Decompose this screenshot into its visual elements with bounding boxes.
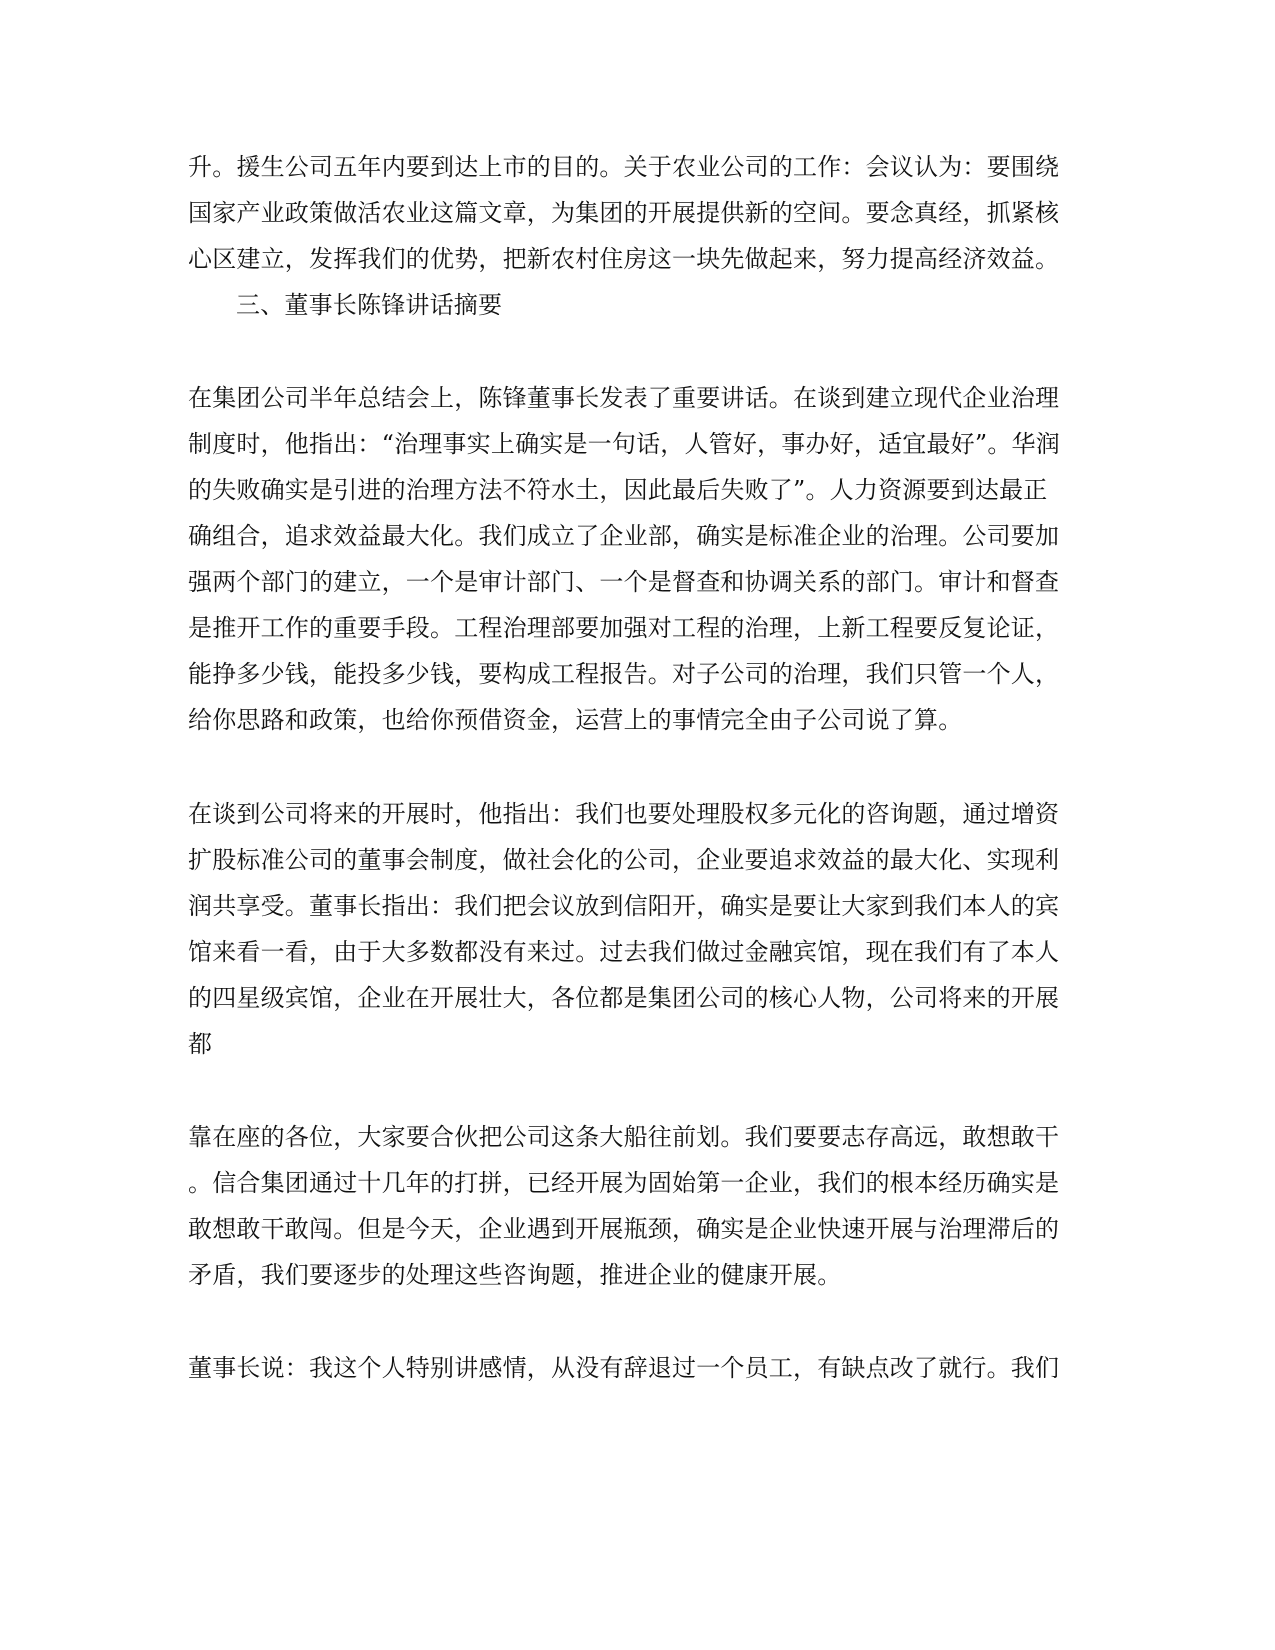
paragraph-1-line-1: 升。援生公司五年内要到达上市的目的。关于农业公司的工作：会议认为：要围绕: [188, 153, 1060, 181]
paragraph-2-line-2: 制度时，他指出：“治理事实上确实是一句话，人管好，事办好，适宜最好”。华润: [188, 430, 1060, 458]
section-heading: 三、董事长陈锋讲话摘要: [236, 291, 503, 319]
paragraph-4-line-2: 。信合集团通过十几年的打拼，已经开展为固始第一企业，我们的根本经历确实是: [188, 1169, 1060, 1197]
paragraph-3-line-1: 在谈到公司将来的开展时，他指出：我们也要处理股权多元化的咨询题，通过增资: [188, 800, 1060, 828]
paragraph-1-line-3: 心区建立，发挥我们的优势，把新农村住房这一块先做起来，努力提高经济效益。: [188, 245, 1060, 273]
paragraph-3-line-2: 扩股标准公司的董事会制度，做社会化的公司，企业要追求效益的最大化、实现利: [188, 846, 1060, 874]
paragraph-1-line-2: 国家产业政策做活农业这篇文章，为集团的开展提供新的空间。要念真经，抓紧核: [188, 199, 1060, 227]
paragraph-3-line-5: 的四星级宾馆，企业在开展壮大，各位都是集团公司的核心人物，公司将来的开展: [188, 984, 1060, 1012]
paragraph-2-line-7: 能挣多少钱，能投多少钱，要构成工程报告。对子公司的治理，我们只管一个人，: [188, 660, 1060, 688]
paragraph-2-line-3: 的失败确实是引进的治理方法不符水土，因此最后失败了”。人力资源要到达最正: [188, 476, 1048, 504]
paragraph-4-line-1: 靠在座的各位，大家要合伙把公司这条大船往前划。我们要要志存高远，敢想敢干: [188, 1123, 1060, 1151]
paragraph-4-line-4: 矛盾，我们要逐步的处理这些咨询题，推进企业的健康开展。: [188, 1261, 842, 1289]
paragraph-2-line-5: 强两个部门的建立，一个是审计部门、一个是督查和协调关系的部门。审计和督查: [188, 568, 1060, 596]
paragraph-2-line-4: 确组合，追求效益最大化。我们成立了企业部，确实是标准企业的治理。公司要加: [188, 522, 1060, 550]
paragraph-2-line-6: 是推开工作的重要手段。工程治理部要加强对工程的治理，上新工程要反复论证，: [188, 614, 1060, 642]
paragraph-3-line-6: 都: [188, 1030, 213, 1058]
paragraph-3-line-4: 馆来看一看，由于大多数都没有来过。过去我们做过金融宾馆，现在我们有了本人: [188, 938, 1060, 966]
paragraph-3-line-3: 润共享受。董事长指出：我们把会议放到信阳开，确实是要让大家到我们本人的宾: [188, 892, 1060, 920]
paragraph-4-line-3: 敢想敢干敢闯。但是今天，企业遇到开展瓶颈，确实是企业快速开展与治理滞后的: [188, 1215, 1060, 1243]
paragraph-2-line-8: 给你思路和政策，也给你预借资金，运营上的事情完全由子公司说了算。: [188, 706, 963, 734]
paragraph-5-line-1: 董事长说：我这个人特别讲感情，从没有辞退过一个员工，有缺点改了就行。我们: [188, 1354, 1060, 1382]
paragraph-2-line-1: 在集团公司半年总结会上，陈锋董事长发表了重要讲话。在谈到建立现代企业治理: [188, 384, 1060, 412]
